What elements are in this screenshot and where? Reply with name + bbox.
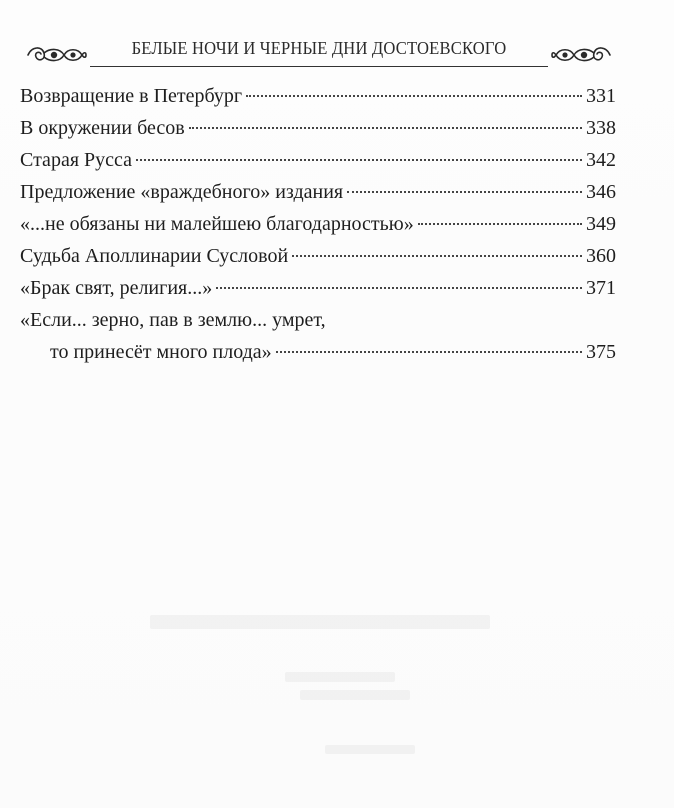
toc-entry-title: «Брак свят, религия...»: [20, 277, 213, 299]
toc-entry: [20, 272, 616, 304]
dot-leader: [216, 287, 582, 289]
running-header-title: БЕЛЫЕ НОЧИ И ЧЕРНЫЕ ДНИ ДОСТОЕВСКОГО: [131, 38, 507, 58]
right-ornament-icon: [550, 40, 614, 70]
toc-entry-title: В окружении бесов: [20, 117, 185, 139]
toc-entry-title: Возвращение в Петербург: [20, 85, 243, 107]
toc-entry-page: 371: [586, 277, 616, 299]
dot-leader: [347, 191, 582, 193]
show-through-smudge: [325, 745, 415, 754]
toc-entry: [20, 112, 616, 144]
toc-entry-page: 360: [586, 245, 616, 267]
show-through-smudge: [150, 615, 490, 629]
show-through-smudge: [300, 690, 410, 700]
toc-entry: [20, 240, 616, 272]
toc-entry-page: 349: [586, 213, 616, 235]
toc-entry: [20, 80, 616, 112]
dot-leader: [418, 223, 582, 225]
toc-entry-title-line2: то принесёт много плода»: [50, 341, 272, 363]
dot-leader: [189, 127, 582, 129]
toc-entry: [20, 208, 616, 240]
dot-leader: [276, 351, 582, 353]
toc-entry: [20, 336, 616, 368]
toc-entry-page: 331: [586, 85, 616, 107]
show-through-smudge: [285, 672, 395, 682]
toc-entry-title: «...не обязаны ни малейшею благодарностью»: [20, 213, 414, 235]
toc-entry-title-line1: «Если... зерно, пав в землю... умрет,: [20, 309, 326, 331]
toc-entry-page: 375: [586, 341, 616, 363]
running-header: [18, 32, 620, 74]
toc-entry: [20, 176, 616, 208]
table-of-contents: [20, 80, 616, 368]
toc-entry-title: Предложение «враждебного» издания: [20, 181, 344, 203]
toc-entry-title: Судьба Аполлинарии Сусловой: [20, 245, 289, 267]
toc-entry: [20, 144, 616, 176]
toc-entry-title: Старая Русса: [20, 149, 133, 171]
toc-entry-page: 346: [586, 181, 616, 203]
dot-leader: [246, 95, 582, 97]
toc-entry-page: 342: [586, 149, 616, 171]
dot-leader: [292, 255, 582, 257]
toc-entry-page: 338: [586, 117, 616, 139]
header-rule: [90, 66, 548, 67]
dot-leader: [136, 159, 582, 161]
